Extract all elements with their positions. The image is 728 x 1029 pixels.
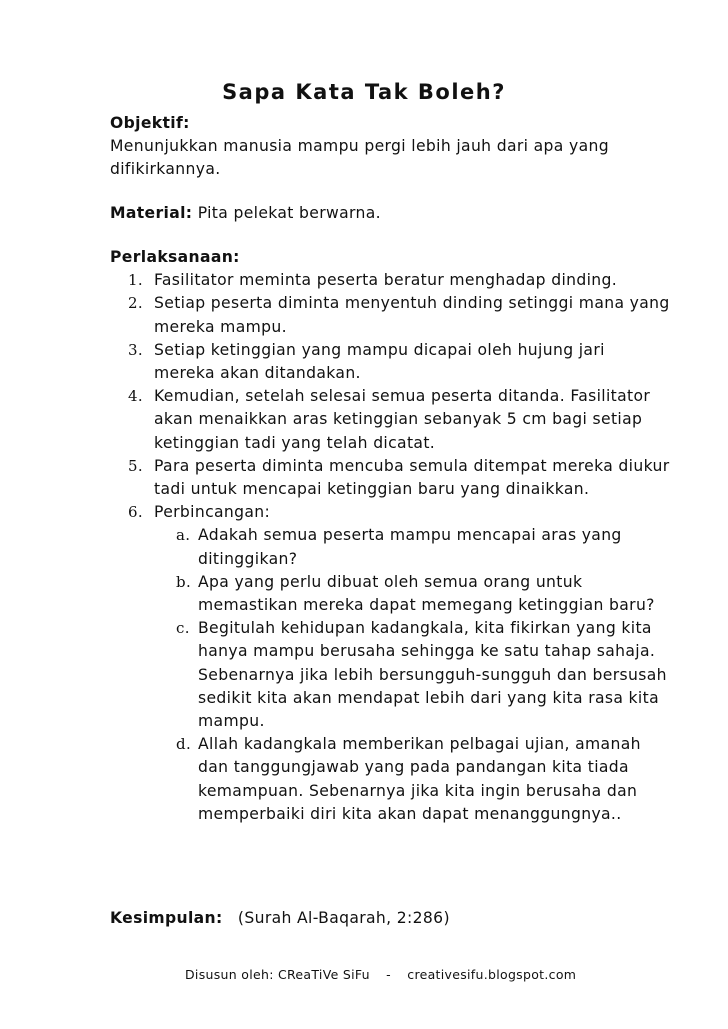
discussion-text: Begitulah kehidupan kadangkala, kita fikirkan yang kita hanya mampu berusaha sehingga ke satu tahap sahaja. Sebenarnya jika lebih bersungguh-sungguh dan bersusah sedikit kita akan mendapat lebih dari yang kita rasa kita mampu. (198, 619, 667, 731)
step-number: 6. (128, 503, 144, 522)
page-title (0, 80, 728, 104)
step-number: 2. (128, 294, 144, 313)
perlaksanaan-section (110, 246, 670, 826)
list-item (110, 501, 670, 826)
discussion-list (154, 524, 670, 826)
list-item (110, 269, 670, 292)
discussion-letter: a. (176, 526, 191, 545)
kesimpulan-section (110, 907, 670, 930)
material-section (110, 202, 670, 225)
step-text: Para peserta diminta mencuba semula ditempat mereka diukur tadi untuk mencapai ketinggian baru yang dinaikkan. (154, 456, 670, 499)
step-text: Fasilitator meminta peserta beratur menghadap dinding. (154, 271, 618, 290)
discussion-text: Adakah semua peserta mampu mencapai aras yang ditinggikan? (198, 526, 622, 568)
step-text: Setiap peserta diminta menyentuh dinding setinggi mana yang mereka mampu. (154, 294, 670, 336)
discussion-letter: b. (176, 572, 192, 591)
page-footer (185, 967, 576, 982)
discussion-text: Apa yang perlu dibuat oleh semua orang untuk memastikan mereka dapat memegang ketinggian baru? (198, 572, 655, 615)
discussion-text: Allah kadangkala memberikan pelbagai ujian, amanah dan tanggungjawab yang pada pandangan kita tiada kemampuan. Sebenarnya jika kita ingin berusaha dan memperbaiki diri kita akan dapat menanggungnya.. (198, 735, 641, 823)
objektif-label: Objektif: (110, 114, 190, 132)
kesimpulan-label: Kesimpulan: (110, 909, 223, 927)
footer-author: Disusun oleh: CReaTiVe SiFu (185, 967, 370, 982)
footer-site: creativesifu.blogspot.com (407, 967, 577, 982)
list-item (110, 292, 670, 338)
list-item (110, 339, 670, 385)
objektif-text: Menunjukkan manusia mampu pergi lebih jauh dari apa yang difikirkannya. (110, 137, 609, 179)
objektif-section (110, 112, 670, 182)
list-item (154, 524, 670, 570)
discussion-letter: c. (176, 619, 190, 638)
step-text: Perbincangan: (154, 503, 271, 522)
step-number: 5. (128, 456, 144, 475)
step-number: 4. (128, 387, 144, 406)
material-text: Pita pelekat berwarna. (197, 204, 381, 222)
kesimpulan-text: (Surah Al-Baqarah, 2:286) (237, 909, 450, 927)
footer-separator: - (386, 967, 391, 982)
list-item (154, 733, 670, 826)
list-item (154, 571, 670, 617)
perlaksanaan-label: Perlaksanaan: (110, 248, 240, 266)
step-text: Setiap ketinggian yang mampu dicapai oleh hujung jari mereka akan ditandakan. (154, 340, 605, 383)
step-number: 1. (128, 271, 144, 290)
list-item (154, 617, 670, 733)
list-item (110, 455, 670, 501)
steps-list (110, 269, 670, 826)
discussion-letter: d. (176, 735, 192, 754)
material-label: Material: (110, 204, 193, 222)
step-text: Kemudian, setelah selesai semua peserta ditanda. Fasilitator akan menaikkan aras ketinggian sebanyak 5 cm bagi setiap ketinggian tadi yang telah dicatat. (154, 387, 651, 452)
step-number: 3. (128, 340, 144, 359)
title-text: Sapa Kata Tak Boleh? (222, 80, 506, 104)
list-item (110, 385, 670, 455)
